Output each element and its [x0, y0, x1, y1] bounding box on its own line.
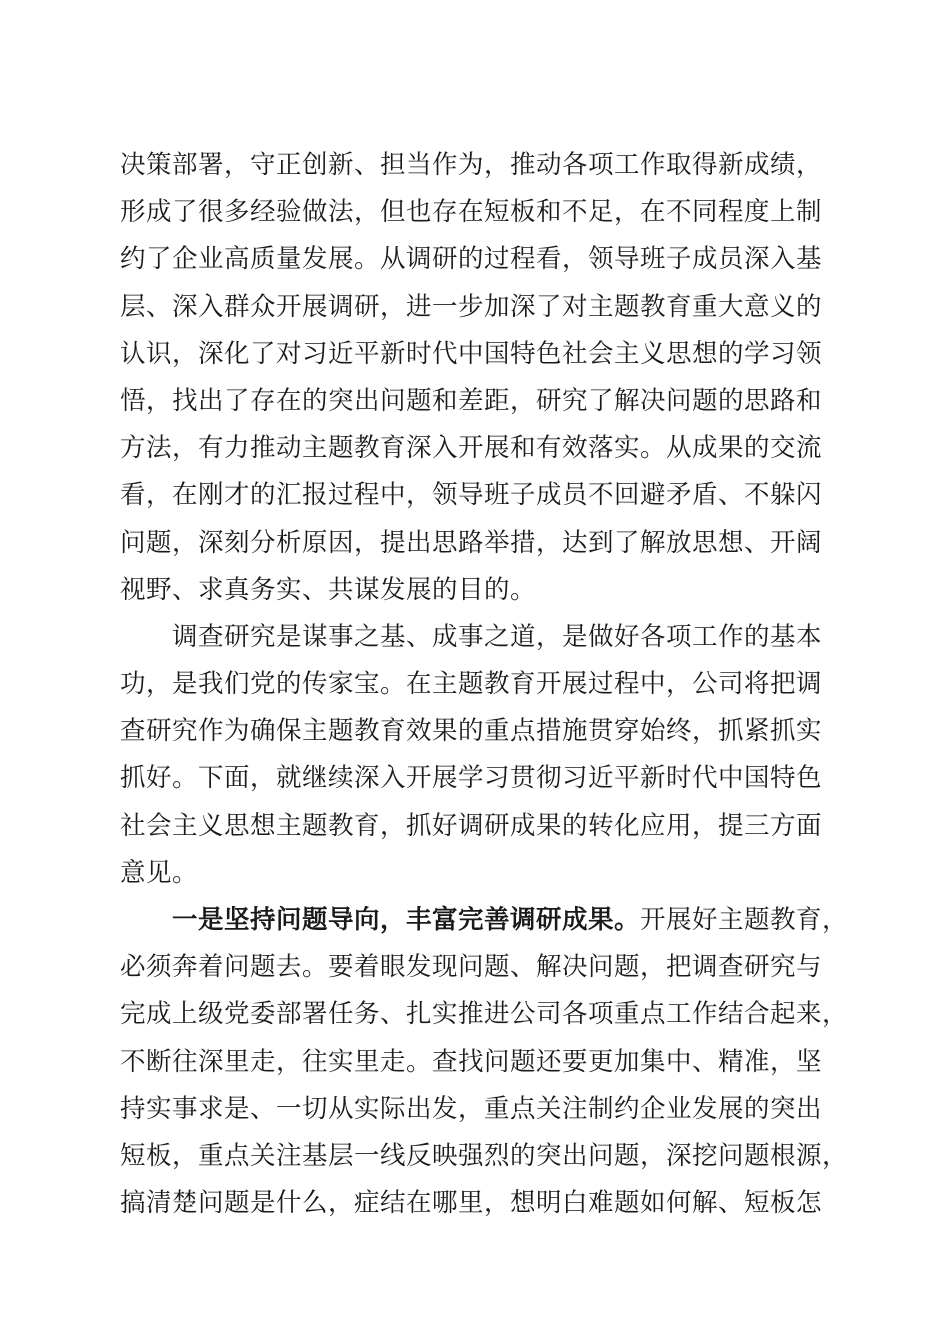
text-line: 认识，深化了对习近平新时代中国特色社会主义思想的学习领 [120, 338, 823, 369]
text-line: 视野、求真务实、共谋发展的目的。 [120, 574, 537, 605]
document-body [120, 142, 849, 1227]
text-line: 功，是我们党的传家宝。在主题教育开展过程中，公司将把调 [120, 669, 823, 700]
text-line: 抓好。下面，就继续深入开展学习贯彻习近平新时代中国特色 [120, 763, 823, 794]
paragraph-start-line [120, 897, 849, 944]
text-line: 问题，深刻分析原因，提出思路举措，达到了解放思想、开阔 [120, 527, 823, 558]
section-heading: 一是坚持问题导向，丰富完善调研成果。 [172, 905, 641, 935]
text-line: 形成了很多经验做法，但也存在短板和不足，在不同程度上制 [120, 197, 823, 228]
text-line: 看，在刚才的汇报过程中，领导班子成员不回避矛盾、不躲闪 [120, 480, 823, 511]
text-line: 方法，有力推动主题教育深入开展和有效落实。从成果的交流 [120, 433, 823, 464]
text-line: 不断往深里走，往实里走。查找问题还要更加集中、精准，坚 [120, 1046, 823, 1077]
text-line: 必须奔着问题去。要着眼发现问题、解决问题，把调查研究与 [120, 952, 823, 983]
text-line: 短板，重点关注基层一线反映强烈的突出问题，深挖问题根源， [120, 1140, 849, 1171]
paragraph-start-line: 调查研究是谋事之基、成事之道，是做好各项工作的基本 [172, 621, 823, 652]
text-line: 社会主义思想主题教育，抓好调研成果的转化应用，提三方面 [120, 810, 823, 841]
text-line: 决策部署，守正创新、担当作为，推动各项工作取得新成绩， [120, 150, 823, 180]
text-line: 约了企业高质量发展。从调研的过程看，领导班子成员深入基 [120, 244, 823, 275]
text-fragment: 开展好主题教育， [640, 905, 849, 935]
text-line: 完成上级党委部署任务、扎实推进公司各项重点工作结合起来， [120, 999, 849, 1030]
text-line: 查研究作为确保主题教育效果的重点措施贯穿始终，抓紧抓实 [120, 716, 823, 747]
text-line: 悟，找出了存在的突出问题和差距，研究了解决问题的思路和 [120, 385, 823, 416]
text-line: 搞清楚问题是什么，症结在哪里，想明白难题如何解、短板怎 [120, 1188, 823, 1219]
text-line: 层、深入群众开展调研，进一步加深了对主题教育重大意义的 [120, 291, 823, 322]
text-line: 持实事求是、一切从实际出发，重点关注制约企业发展的突出 [120, 1093, 823, 1124]
text-line: 意见。 [120, 857, 199, 888]
